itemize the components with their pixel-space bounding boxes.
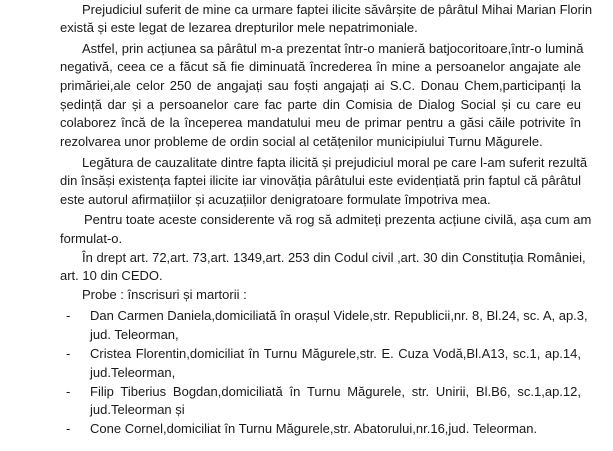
paragraph-3-line-1: Legătura de cauzalitate dintre fapta ilicită și prejudiciul moral pe care l-am suferit rezultă xyxy=(82,155,588,170)
paragraph-5-line-2: art. 10 din CEDO. xyxy=(60,268,163,283)
paragraph-2-line-3: primăriei,ale celor 250 de angajați sau foști angajați ai S.C. Donau Chem,participanți la xyxy=(60,78,581,93)
paragraph-2-line-6: rezolvarea unor probleme de ordin social al cetățenilor municipiului Turnu Măgurele. xyxy=(60,134,543,149)
paragraph-1-line-2: există și este legat de lezarea drepturilor mele nepatrimoniale. xyxy=(60,20,418,35)
witness-3-bullet: - xyxy=(66,384,71,399)
witness-2-bullet: - xyxy=(66,346,71,361)
paragraph-3-line-2: din însăși existența faptei ilicite iar vinovăția pârâtului este evidențiată prin faptul că pârâtul xyxy=(60,173,582,188)
paragraph-2-line-1: Astfel, prin acțiunea sa pârâtul m-a prezentat într-o manieră batjocoritoare,într-o lumină xyxy=(82,41,584,56)
witness-1-line-1: Dan Carmen Daniela,domiciliată în orașul Videle,str. Republicii,nr. 8, Bl.24, sc. A, ap.3, xyxy=(90,308,588,323)
paragraph-2-line-2: negativă, ceea ce a făcut să fie diminuată încrederea în mine a persoanelor angajate ale xyxy=(60,59,581,74)
paragraph-4-line-1: Pentru toate aceste considerente vă rog să admiteți prezenta acțiune civilă, așa cum am xyxy=(84,212,592,227)
paragraph-2-line-4: ședință dar și a persoanelor care fac parte din Comisia de Dialog Social și cu care eu xyxy=(60,97,581,112)
paragraph-3-line-3: este autorul afirmațiilor și acuzațiilor denigratoare formulate împotriva mea. xyxy=(60,192,491,207)
witness-3-line-1: Filip Tiberius Bogdan,domiciliată în Turnu Măgurele, str. Unirii, Bl.B6, sc.1,ap.12, xyxy=(90,384,581,399)
witness-4-line-1: Cone Cornel,domiciliat în Turnu Măgurele,str. Abatorului,nr.16,jud. Teleorman. xyxy=(90,421,538,436)
paragraph-4-line-2: formulat-o. xyxy=(60,231,123,246)
paragraph-5-line-1: În drept art. 72,art. 73,art. 1349,art. 253 din Codul civil ,art. 30 din Constituția României, xyxy=(82,250,586,265)
witness-1-bullet: - xyxy=(66,308,71,323)
witness-2-line-1: Cristea Florentin,domiciliat în Turnu Măgurele,str. E. Cuza Vodă,Bl.A13, sc.1, ap.14, xyxy=(90,346,581,361)
witness-2-line-2: jud.Teleorman, xyxy=(90,365,176,380)
witness-4-bullet: - xyxy=(66,421,71,436)
witness-1-line-2: jud. Teleorman, xyxy=(90,327,179,342)
paragraph-6-line-1: Probe : înscrisuri și martorii : xyxy=(82,287,247,302)
paragraph-1-line-1: Prejudiciul suferit de mine ca urmare faptei ilicite săvârșite de pârâtul Mihai Marian Florin xyxy=(82,2,593,17)
witness-3-line-2: jud.Teleorman și xyxy=(90,402,185,417)
paragraph-2-line-5: colaborez încă de la începerea mandatului meu de primar pentru a găsi căile potrivite în xyxy=(60,115,581,130)
